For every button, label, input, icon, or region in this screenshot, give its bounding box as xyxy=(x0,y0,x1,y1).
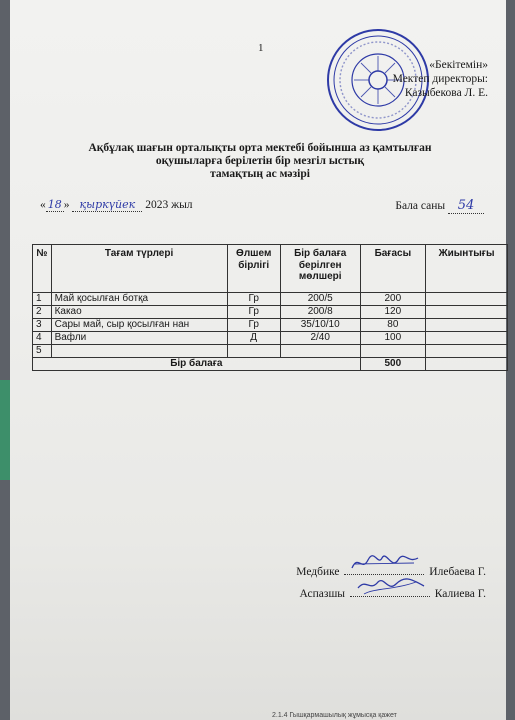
row-unit xyxy=(227,345,280,358)
row-total xyxy=(426,293,508,306)
row-number: 2 xyxy=(33,306,52,319)
header-price: Бағасы xyxy=(360,245,425,293)
children-count xyxy=(395,198,484,214)
date-line xyxy=(40,198,193,212)
row-unit: Д xyxy=(227,332,280,345)
row-number: 1 xyxy=(33,293,52,306)
row-number: 3 xyxy=(33,319,52,332)
header-portion: Бір балаға берілген мөлшері xyxy=(280,245,360,293)
row-portion xyxy=(280,345,360,358)
row-dish: Май қосылған ботқа xyxy=(51,293,227,306)
row-dish xyxy=(51,345,227,358)
row-dish: Сары май, сыр қосылған нан xyxy=(51,319,227,332)
title-line-1: Ақбұлақ шағын орталықты орта мектебі бойынша аз қамтылған xyxy=(88,142,432,154)
approval-block xyxy=(393,58,488,100)
date-month: қыркүйек xyxy=(72,198,142,212)
cook-signature-line xyxy=(300,584,486,600)
title-line-3: тамақтың ас мәзірі xyxy=(210,168,310,180)
row-unit: Гр xyxy=(227,293,280,306)
handwritten-signature-icon xyxy=(348,552,422,574)
row-dish: Вафли xyxy=(51,332,227,345)
row-price xyxy=(360,345,425,358)
table-row xyxy=(33,306,508,319)
date-day: 18 xyxy=(47,198,62,211)
footer-text: 2.1.4 Гышқармашылық жұмысқа қажет xyxy=(272,712,397,719)
date-year: 2023 жыл xyxy=(145,199,193,211)
total-empty-cell xyxy=(426,358,508,371)
handwritten-signature-icon xyxy=(354,574,428,596)
row-price: 80 xyxy=(360,319,425,332)
row-unit: Гр xyxy=(227,319,280,332)
children-count-label: Бала саны xyxy=(395,200,446,212)
row-total xyxy=(426,319,508,332)
approval-name: Казыбекова Л. Е. xyxy=(404,87,488,99)
row-dish: Какао xyxy=(51,306,227,319)
header-number: № xyxy=(33,245,52,293)
row-portion: 35/10/10 xyxy=(280,319,360,332)
row-portion: 2/40 xyxy=(280,332,360,345)
row-total xyxy=(426,306,508,319)
approval-title: «Бекітемін» xyxy=(429,59,488,71)
table-row xyxy=(33,319,508,332)
date-close-quote: » xyxy=(63,199,70,211)
header-dish: Тағам түрлері xyxy=(51,245,227,293)
total-label: Бір балаға xyxy=(33,358,361,371)
row-price: 120 xyxy=(360,306,425,319)
cook-signature xyxy=(350,584,430,597)
page-number: 1 xyxy=(258,42,264,54)
row-total xyxy=(426,345,508,358)
table-row xyxy=(33,345,508,358)
row-number: 4 xyxy=(33,332,52,345)
table-row xyxy=(33,293,508,306)
row-portion: 200/5 xyxy=(280,293,360,306)
document-title xyxy=(50,142,470,181)
table-total-row xyxy=(33,358,508,371)
row-portion: 200/8 xyxy=(280,306,360,319)
menu-table xyxy=(32,244,508,371)
table-header-row xyxy=(33,245,508,293)
header-total: Жиынтығы xyxy=(426,245,508,293)
date-open-quote: « xyxy=(40,199,46,211)
cook-name: Калиева Г. xyxy=(434,588,486,600)
children-count-value: 54 xyxy=(448,198,484,214)
approval-position: Мектеп директоры: xyxy=(392,73,488,85)
nurse-name: Илебаева Г. xyxy=(429,566,486,578)
document-sheet xyxy=(10,0,506,720)
total-value: 500 xyxy=(360,358,425,371)
header-unit: Өлшем бірлігі xyxy=(227,245,280,293)
cook-role: Аспазшы xyxy=(299,588,346,600)
title-line-2: оқушыларға берілетін бір мезгіл ыстық xyxy=(155,155,365,167)
nurse-role: Медбике xyxy=(296,566,340,578)
row-total xyxy=(426,332,508,345)
row-unit: Гр xyxy=(227,306,280,319)
table-row xyxy=(33,332,508,345)
row-number: 5 xyxy=(33,345,52,358)
row-price: 200 xyxy=(360,293,425,306)
row-price: 100 xyxy=(360,332,425,345)
